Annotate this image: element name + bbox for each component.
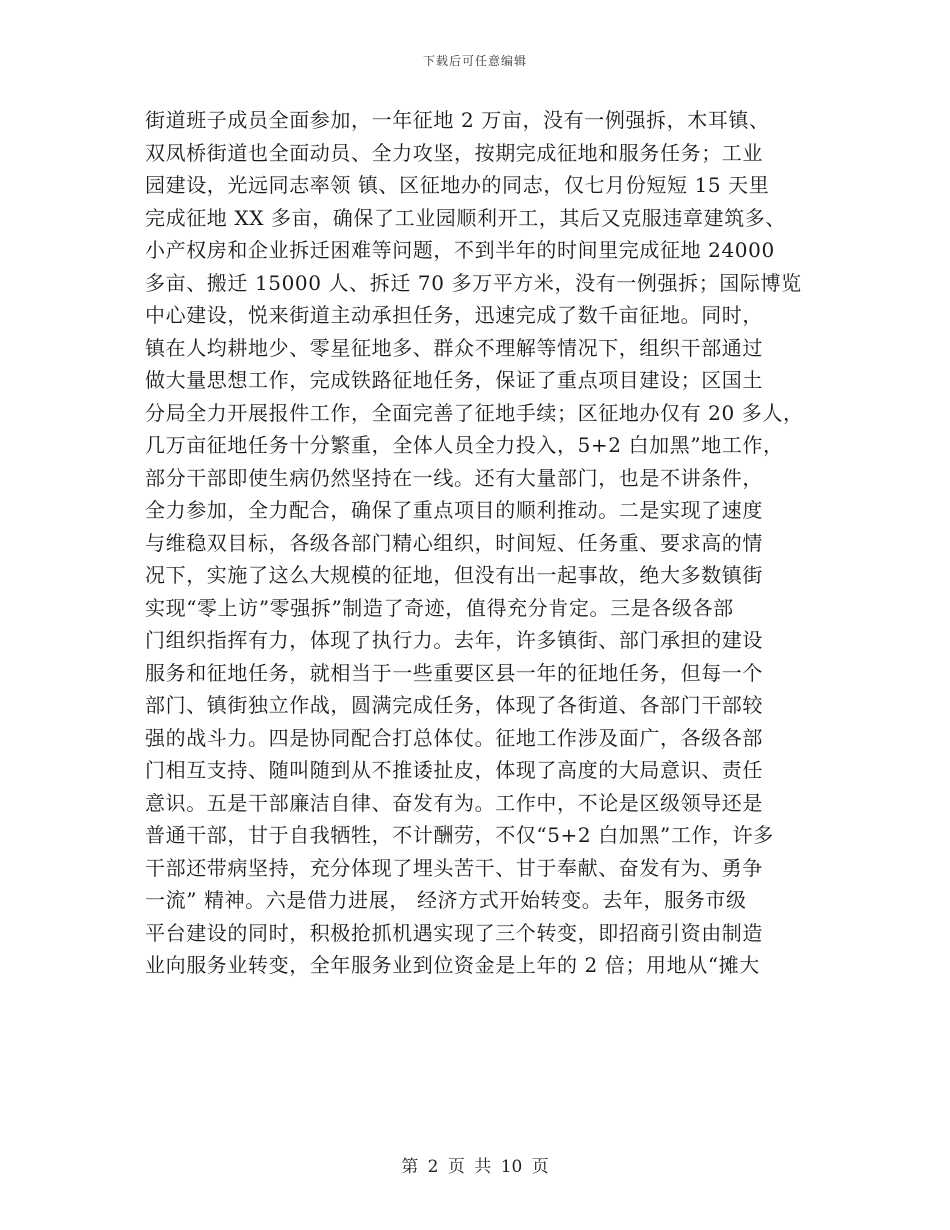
body-line: 镇在人均耕地少、零星征地多、群众不理解等情况下，组织干部通过 (145, 335, 763, 360)
body-line: 实现“零上访”零强拆”制造了奇迹，值得充分肯定。三是各级各部 (145, 595, 734, 620)
body-line: 普通干部，甘于自我牺牲，不计酬劳，不仅“5+2 白加黑”工作，许多 (145, 823, 774, 847)
body-line: 全力参加，全力配合，确保了重点项目的顺利推动。二是实现了速度 (145, 498, 763, 522)
body-line: 完成征地 XX 多亩，确保了工业园顺利开工，其后又克服违章建筑多、 (145, 205, 786, 230)
body-line: 部分干部即使生病仍然坚持在一线。还有大量部门，也是不讲条件， (145, 465, 763, 490)
body-line: 多亩、搬迁 15000 人、拆迁 70 多万平方米，没有一例强拆；国际博览 (145, 270, 802, 295)
page-header: 下载后可任意编辑 (422, 54, 527, 68)
body-line: 园建设，光远同志率领 镇、区征地办的同志，仅七月份短短 15 天里 (145, 173, 770, 197)
body-line: 门相互支持、随叫随到从不推诿扯皮，体现了高度的大局意识、责任 (145, 758, 763, 782)
body-line: 服务和征地任务，就相当于一些重要区县一年的征地任务，但每一个 (145, 660, 763, 685)
body-line: 意识。五是干部廉洁自律、奋发有为。工作中，不论是区级领导还是 (145, 790, 763, 815)
page-number-footer: 第 2 页 共 10 页 (401, 1157, 549, 1177)
body-line: 业向服务业转变，全年服务业到位资金是上年的 2 倍；用地从“摊大 (145, 953, 760, 977)
body-line: 街道班子成员全面参加，一年征地 2 万亩，没有一例强拆，木耳镇、 (145, 108, 770, 132)
body-line: 几万亩征地任务十分繁重，全体人员全力投入，5+2 白加黑”地工作， (145, 433, 784, 457)
body-line: 干部还带病坚持，充分体现了埋头苦干、甘于奉献、奋发有为、勇争 (145, 855, 763, 880)
body-line: 一流” 精神。六是借力进展， 经济方式开始转变。去年，服务市级 (145, 888, 747, 912)
body-line: 中心建设，悦来街道主动承担任务，迅速完成了数千亩征地。同时， (145, 303, 763, 327)
body-line: 分局全力开展报件工作，全面完善了征地手续；区征地办仅有 20 多人， (145, 400, 804, 425)
document-body (145, 104, 805, 982)
body-line: 平台建设的同时，积极抢抓机遇实现了三个转变，即招商引资由制造 (145, 920, 763, 945)
body-line: 与维稳双目标，各级各部门精心组织，时间短、任务重、要求高的情 (145, 530, 763, 555)
body-line: 双凤桥街道也全面动员、全力攻坚，按期完成征地和服务任务；工业 (145, 140, 763, 165)
body-line: 小产权房和企业拆迁困难等问题，不到半年的时间里完成征地 24000 (145, 238, 775, 262)
body-line: 做大量思想工作，完成铁路征地任务，保证了重点项目建设；区国土 (145, 368, 763, 392)
body-line: 况下，实施了这么大规模的征地，但没有出一起事故，绝大多数镇街 (145, 563, 763, 587)
body-line: 部门、镇街独立作战，圆满完成任务，体现了各街道、各部门干部较 (145, 693, 763, 717)
body-line: 门组织指挥有力，体现了执行力。去年，许多镇街、部门承担的建设 (145, 628, 763, 652)
body-line: 强的战斗力。四是协同配合打总体仗。征地工作涉及面广，各级各部 (145, 725, 763, 750)
